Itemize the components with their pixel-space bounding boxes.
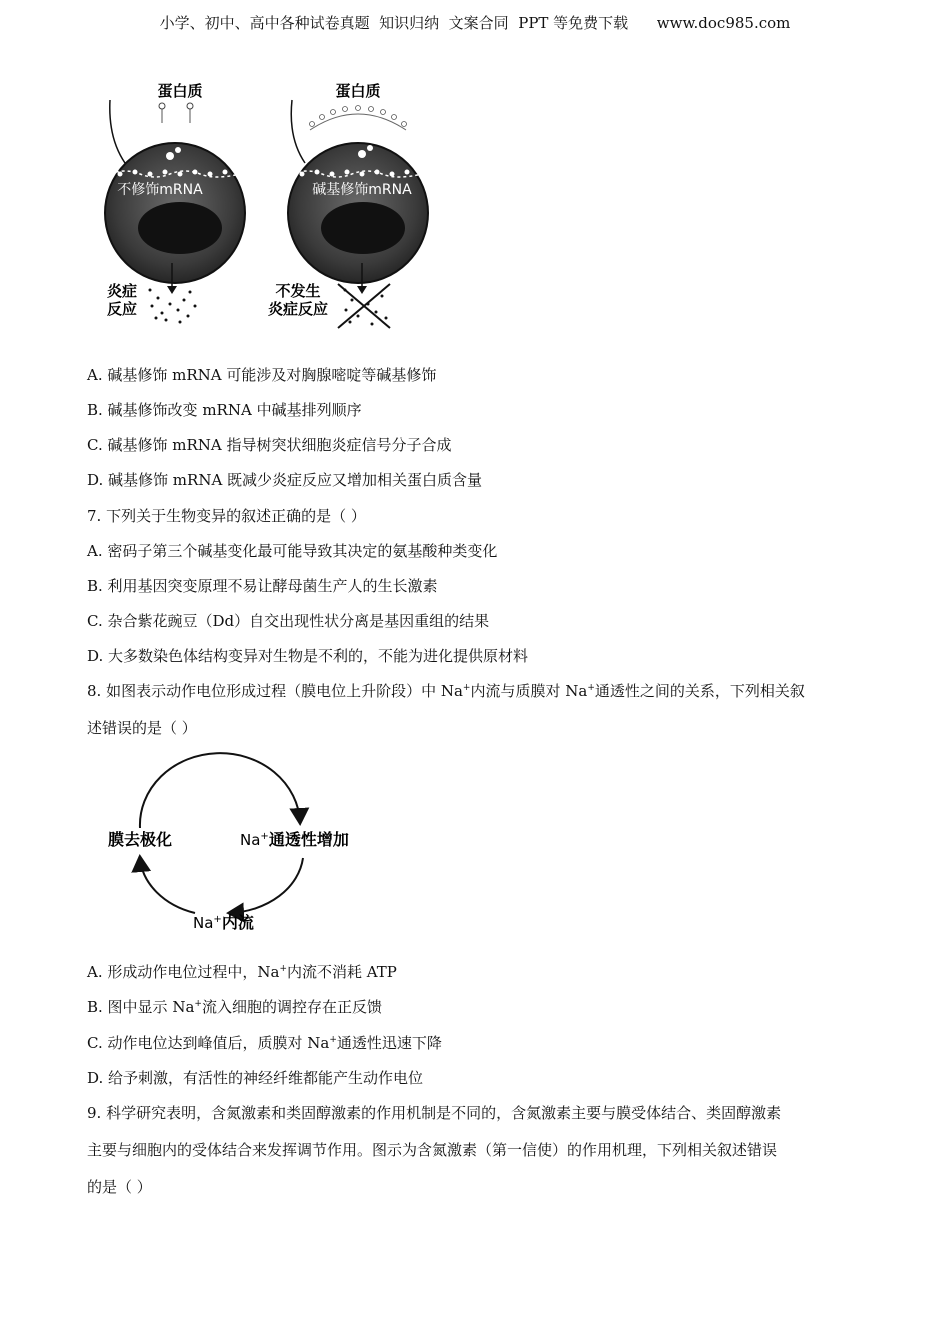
q9-stem-line2: 主要与细胞内的受体结合来发挥调节作用。图示为含氮激素（第一信使）的作用机理，下列相关叙述错误 <box>87 1141 778 1159</box>
left-bottom-label-1: 炎症 <box>106 282 138 300</box>
q6-option-c: C. 碱基修饰 mRNA 指导树突状细胞炎症信号分子合成 <box>87 436 452 454</box>
q8-stem-line2: 述错误的是（ ） <box>87 719 197 737</box>
right-bottom-label-1: 不发生 <box>275 282 321 300</box>
q8-option-b: B. 图中显示 Na+流入细胞的调控存在正反馈 <box>87 998 382 1016</box>
q9-stem-line3: 的是（ ） <box>87 1178 152 1196</box>
right-cell-label: 碱基修饰mRNA <box>312 182 412 198</box>
q7-option-c: C. 杂合紫花豌豆（Dd）自交出现性状分离是基因重组的结果 <box>87 612 490 630</box>
na-influx-label: Na+内流 <box>193 913 254 932</box>
q8-option-d: D. 给予刺激，有活性的神经纤维都能产生动作电位 <box>87 1069 424 1087</box>
left-bottom-label-2: 反应 <box>106 300 138 318</box>
q7-option-d: D. 大多数染色体结构变异对生物是不利的，不能为进化提供原材料 <box>87 647 529 665</box>
right-bottom-label-2: 炎症反应 <box>267 300 329 318</box>
q7-stem: 7. 下列关于生物变异的叙述正确的是（ ） <box>87 507 366 525</box>
q7-option-a: A. 密码子第三个碱基变化最可能导致其决定的氨基酸种类变化 <box>87 542 498 560</box>
unmodified-cell <box>105 82 245 324</box>
modified-cell <box>268 82 428 328</box>
q8-stem-line1: 8. 如图表示动作电位形成过程（膜电位上升阶段）中 Na+内流与质膜对 Na+通透性之间的关系，下列相关叙 <box>87 682 805 700</box>
q6-option-b: B. 碱基修饰改变 mRNA 中碱基排列顺序 <box>87 401 362 419</box>
q9-stem-line1: 9. 科学研究表明，含氮激素和类固醇激素的作用机制是不同的，含氮激素主要与膜受体结合、类固醇激素 <box>87 1104 782 1122</box>
q6-option-a: A. 碱基修饰 mRNA 可能涉及对胸腺嘧啶等碱基修饰 <box>87 366 437 384</box>
left-protein-label: 蛋白质 <box>157 82 203 100</box>
q7-option-b: B. 利用基因突变原理不易让酵母菌生产人的生长激素 <box>87 577 438 595</box>
na-feedback-diagram <box>100 748 370 938</box>
q8-option-c: C. 动作电位达到峰值后，质膜对 Na+通透性迅速下降 <box>87 1034 442 1052</box>
left-cell-label: 不修饰mRNA <box>117 182 203 198</box>
mrna-inflammation-figure <box>100 78 450 338</box>
membrane-depolarization-label: 膜去极化 <box>107 830 173 849</box>
right-protein-label: 蛋白质 <box>335 82 381 100</box>
q8-option-a: A. 形成动作电位过程中，Na+内流不消耗 ATP <box>87 963 397 981</box>
na-permeability-label: Na+通透性增加 <box>240 830 349 849</box>
q6-option-d: D. 碱基修饰 mRNA 既减少炎症反应又增加相关蛋白质含量 <box>87 471 483 489</box>
page-header: 小学、初中、高中各种试卷真题 知识归纳 文案合同 PPT 等免费下载 www.doc985.com <box>159 14 791 32</box>
